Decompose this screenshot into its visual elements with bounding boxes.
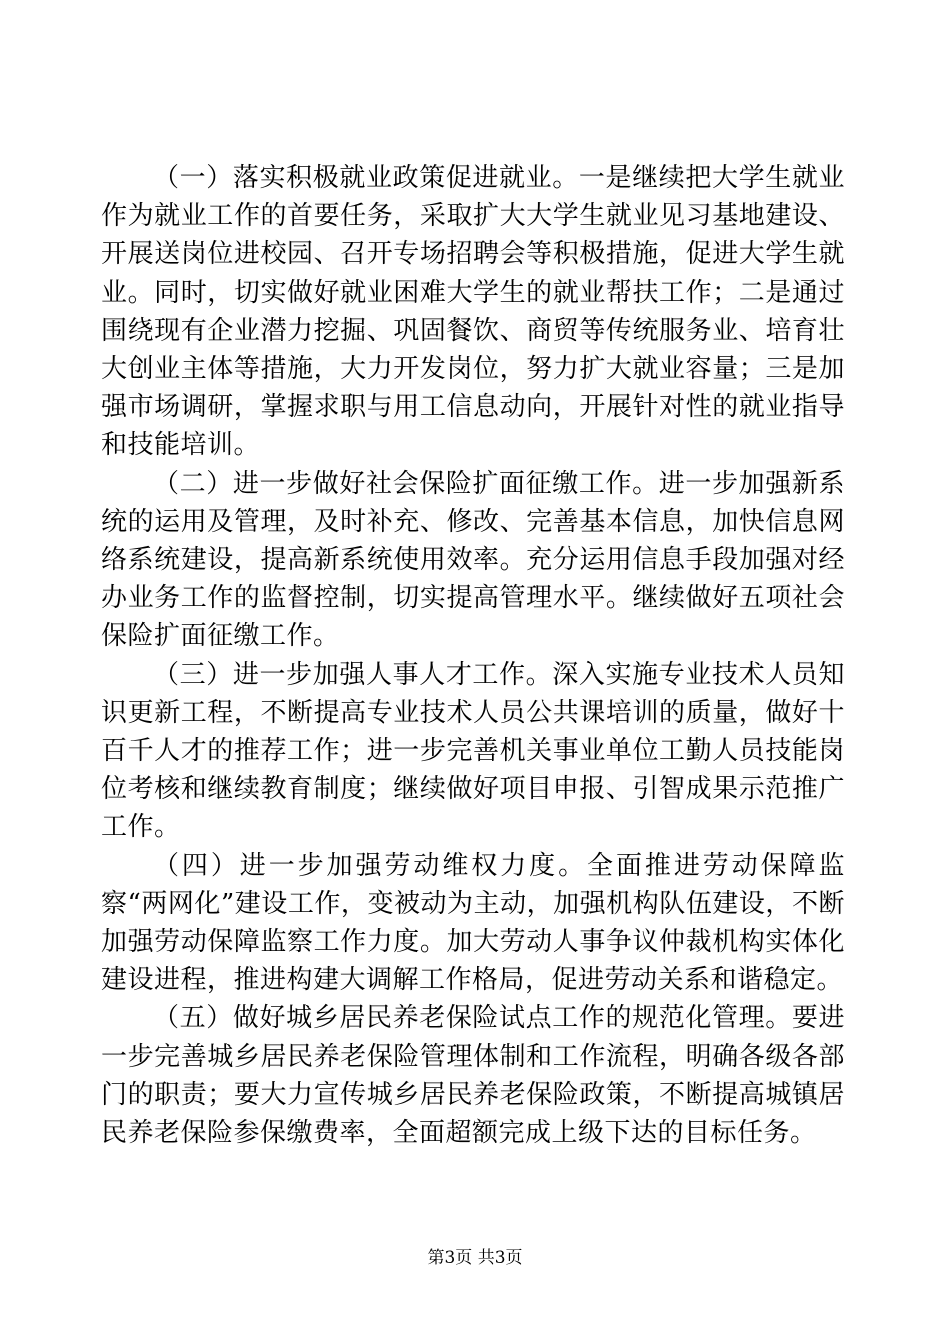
paragraph-labor-rights: （四）进一步加强劳动维权力度。全面推进劳动保障监察“两网化”建设工作，变被动为主动，加强机构队伍建设，不断加强劳动保障监察工作力度。加大劳动人事争议仲裁机构实体化建设进程，推进构建大调解工作格局，促进劳动关系和谐稳定。 (101, 850, 845, 996)
paragraph-social-insurance: （二）进一步做好社会保险扩面征缴工作。进一步加强新系统的运用及管理，及时补充、修改、完善基本信息，加快信息网络系统建设，提高新系统使用效率。充分运用信息手段加强对经办业务工作的监督控制，切实提高管理水平。继续做好五项社会保险扩面征缴工作。 (101, 468, 845, 652)
document-body (101, 159, 845, 1152)
paragraph-personnel-talent: （三）进一步加强人事人才工作。深入实施专业技术人员知识更新工程，不断提高专业技术人员公共课培训的质量，做好十百千人才的推荐工作；进一步完善机关事业单位工勤人员技能岗位考核和继续教育制度；继续做好项目申报、引智成果示范推广工作。 (101, 659, 845, 843)
paragraph-employment: （一）落实积极就业政策促进就业。一是继续把大学生就业作为就业工作的首要任务，采取扩大大学生就业见习基地建设、开展送岗位进校园、召开专场招聘会等积极措施，促进大学生就业。同时，切实做好就业困难大学生的就业帮扶工作；二是通过围绕现有企业潜力挖掘、巩固餐饮、商贸等传统服务业、培育壮大创业主体等措施，大力开发岗位，努力扩大就业容量；三是加强市场调研，掌握求职与用工信息动向，开展针对性的就业指导和技能培训。 (101, 163, 845, 461)
paragraph-pension-insurance: （五）做好城乡居民养老保险试点工作的规范化管理。要进一步完善城乡居民养老保险管理体制和工作流程，明确各级各部门的职责；要大力宣传城乡居民养老保险政策，不断提高城镇居民养老保险参保缴费率，全面超额完成上级下达的目标任务。 (101, 1003, 845, 1149)
page-number-footer: 第3页 共3页 (427, 1248, 523, 1268)
